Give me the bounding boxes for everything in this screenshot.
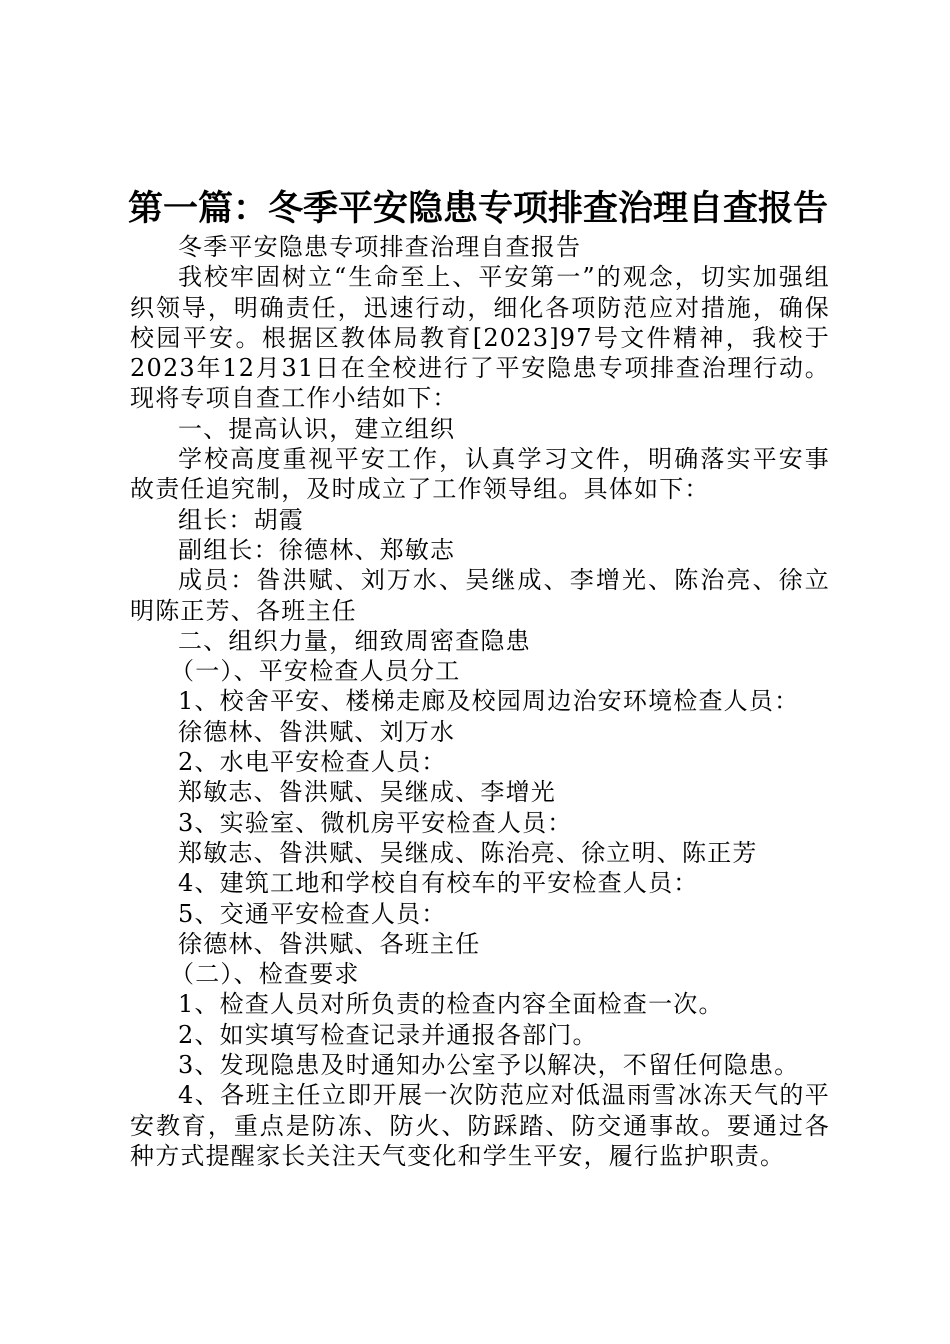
requirement-2: 2、如实填写检查记录并通报各部门。 bbox=[178, 1020, 598, 1049]
subsection-heading-2: （二）、检查要求 bbox=[170, 960, 360, 989]
deputy-leader-line: 副组长：徐德林、郑敏志 bbox=[178, 535, 456, 564]
assignment-1-people: 徐德林、昝洪赋、刘万水 bbox=[178, 717, 456, 746]
section-heading-2: 二、组织力量，细致周密查隐患 bbox=[178, 626, 531, 655]
assignment-4-title: 4、建筑工地和学校自有校车的平安检查人员： bbox=[178, 869, 699, 898]
assignment-5-title: 5、交通平安检查人员： bbox=[178, 899, 447, 928]
subsection-heading-1: （一）、平安检查人员分工 bbox=[170, 657, 461, 686]
assignment-3-people: 郑敏志、昝洪赋、吴继成、陈治亮、徐立明、陈正芳 bbox=[178, 838, 758, 867]
assignment-2-people: 郑敏志、昝洪赋、吴继成、李增光 bbox=[178, 778, 556, 807]
assignment-2-title: 2、水电平安检查人员： bbox=[178, 748, 447, 777]
subtitle: 冬季平安隐患专项排查治理自查报告 bbox=[178, 233, 582, 261]
assignment-3-title: 3、实验室、微机房平安检查人员： bbox=[178, 808, 573, 837]
members-line: 成员：昝洪赋、刘万水、吴继成、李增光、陈治亮、徐立明陈正芳、各班主任 bbox=[130, 566, 830, 625]
section-heading-1: 一、提高认识，建立组织 bbox=[178, 414, 456, 443]
document-title: 第一篇：冬季平安隐患专项排查治理自查报告 bbox=[128, 189, 829, 229]
assignment-1-title: 1、校舍平安、楼梯走廊及校园周边治安环境检查人员： bbox=[178, 687, 800, 716]
requirement-4: 4、各班主任立即开展一次防范应对低温雨雪冰冻天气的平安教育，重点是防冻、防火、防踩踏、防交通事故。要通过各种方式提醒家长关注天气变化和学生平安，履行监护职责。 bbox=[130, 1081, 830, 1170]
document-body bbox=[130, 232, 830, 1171]
intro-paragraph: 我校牢固树立“生命至上、平安第一”的观念，切实加强组织领导，明确责任，迅速行动，细化各项防范应对措施，确保校园平安。根据区教体局教育[2023]97号文件精神，我校于2023年12月31日在全校进行了平安隐患专项排查治理行动。现将专项自查工作小结如下： bbox=[130, 263, 830, 413]
assignment-5-people: 徐德林、昝洪赋、各班主任 bbox=[178, 929, 481, 958]
leader-line: 组长：胡霞 bbox=[178, 505, 304, 534]
requirement-3: 3、发现隐患及时通知办公室予以解决，不留任何隐患。 bbox=[178, 1051, 800, 1080]
requirement-1: 1、检查人员对所负责的检查内容全面检查一次。 bbox=[178, 990, 724, 1019]
document-page bbox=[130, 186, 830, 1171]
section-1-paragraph: 学校高度重视平安工作，认真学习文件，明确落实平安事故责任追究制，及时成立了工作领导组。具体如下： bbox=[130, 445, 830, 504]
